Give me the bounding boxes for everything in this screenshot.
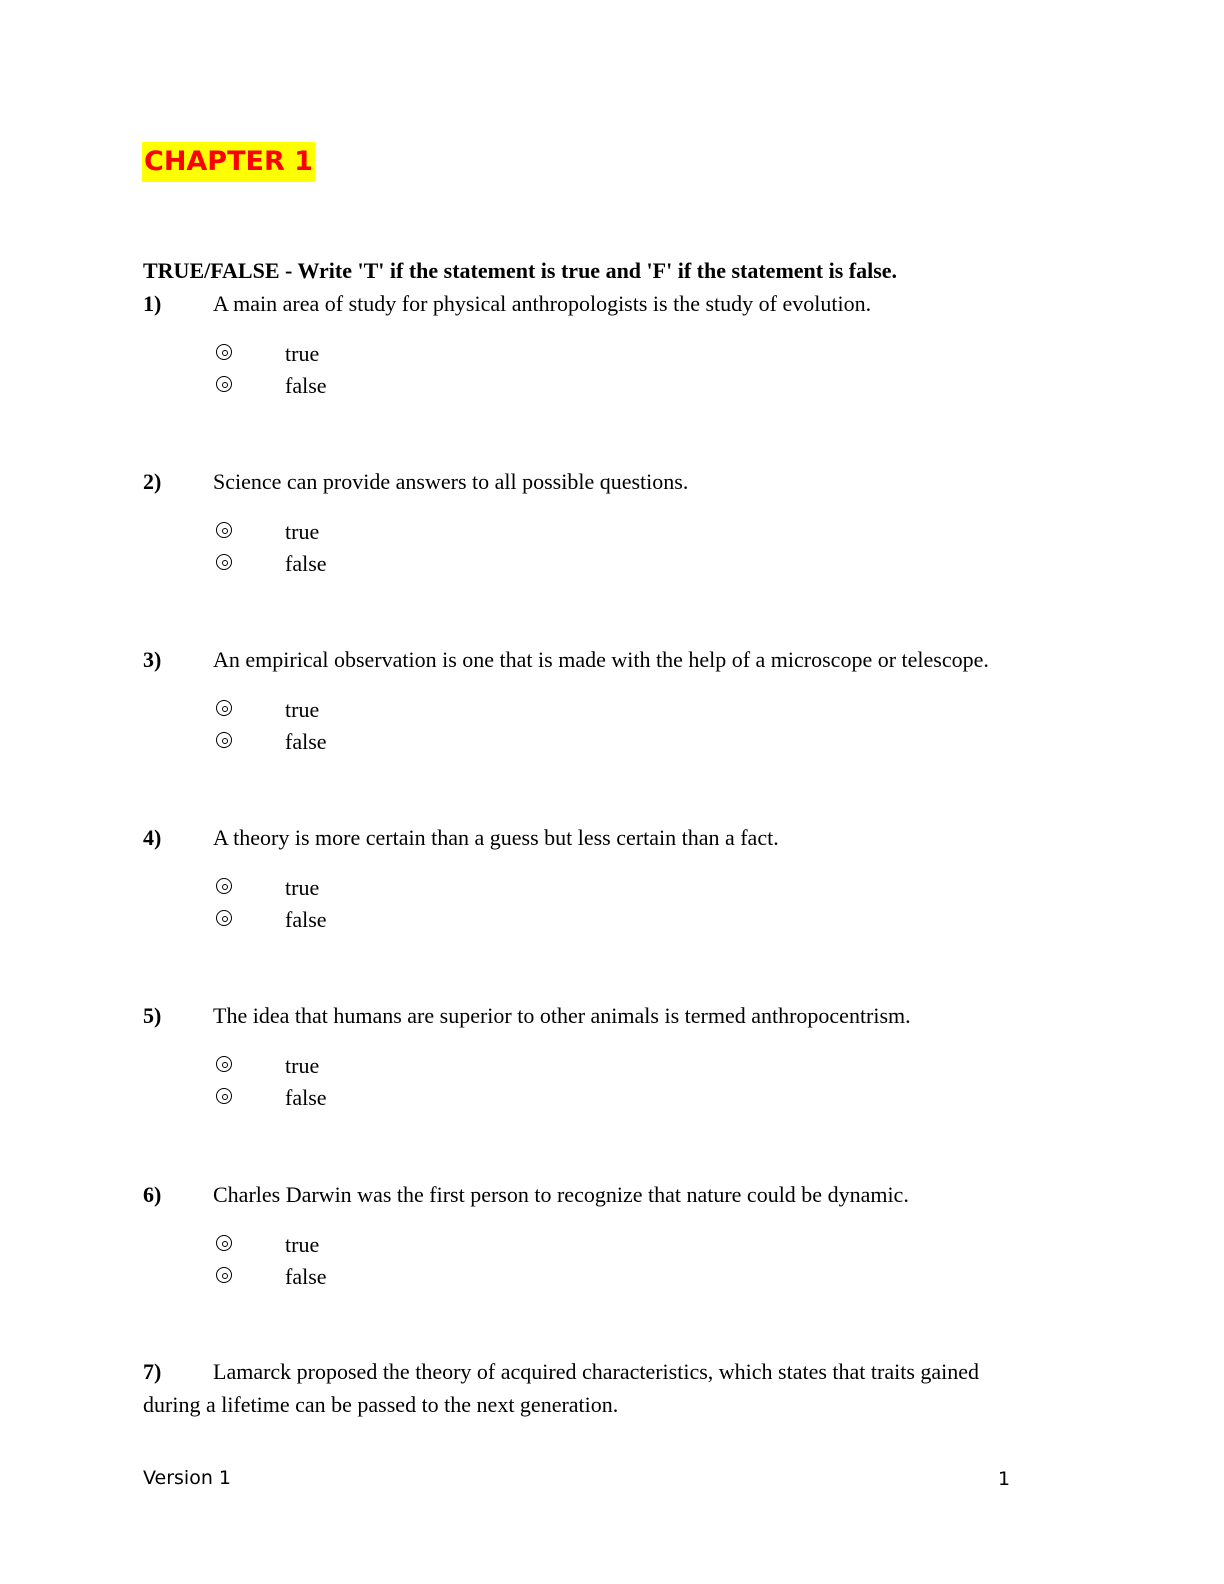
radio-button-icon[interactable] bbox=[216, 700, 232, 716]
option-label: true bbox=[285, 519, 320, 544]
question-number: 2) bbox=[143, 469, 162, 494]
answer-options bbox=[143, 695, 1073, 759]
question-number: 4) bbox=[143, 825, 162, 850]
question-number: 6) bbox=[143, 1182, 162, 1207]
question-text: A theory is more certain than a guess but less certain than a fact. bbox=[213, 825, 779, 850]
option-true[interactable] bbox=[143, 517, 1073, 549]
question-1 bbox=[143, 287, 1073, 403]
question-text-line-1: Lamarck proposed the theory of acquired characteristics, which states that traits gained bbox=[213, 1359, 980, 1384]
radio-button-icon[interactable] bbox=[216, 376, 232, 392]
question-number: 1) bbox=[143, 291, 162, 316]
answer-options bbox=[143, 873, 1073, 937]
answer-options bbox=[143, 1230, 1073, 1294]
option-false[interactable] bbox=[143, 727, 1073, 759]
radio-button-icon[interactable] bbox=[216, 522, 232, 538]
answer-options bbox=[143, 339, 1073, 403]
option-label: false bbox=[285, 373, 327, 398]
radio-button-icon[interactable] bbox=[216, 1056, 232, 1072]
radio-button-icon[interactable] bbox=[216, 344, 232, 360]
option-false[interactable] bbox=[143, 549, 1073, 581]
option-false[interactable] bbox=[143, 1262, 1073, 1294]
radio-button-icon[interactable] bbox=[216, 1088, 232, 1104]
question-4 bbox=[143, 821, 1073, 937]
option-label: true bbox=[285, 1232, 320, 1257]
question-text: A main area of study for physical anthropologists is the study of evolution. bbox=[213, 291, 872, 316]
question-5 bbox=[143, 999, 1073, 1115]
option-label: true bbox=[285, 341, 320, 366]
option-label: false bbox=[285, 1085, 327, 1110]
radio-button-icon[interactable] bbox=[216, 554, 232, 570]
radio-button-icon[interactable] bbox=[216, 910, 232, 926]
question-text: The idea that humans are superior to other animals is termed anthropocentrism. bbox=[213, 1003, 911, 1028]
question-text: Charles Darwin was the first person to recognize that nature could be dynamic. bbox=[213, 1182, 909, 1207]
question-text: Science can provide answers to all possible questions. bbox=[213, 469, 689, 494]
option-false[interactable] bbox=[143, 1083, 1073, 1115]
answer-options bbox=[143, 517, 1073, 581]
option-true[interactable] bbox=[143, 339, 1073, 371]
question-6 bbox=[143, 1178, 1073, 1294]
radio-button-icon[interactable] bbox=[216, 1267, 232, 1283]
radio-button-icon[interactable] bbox=[216, 878, 232, 894]
question-number: 3) bbox=[143, 647, 162, 672]
answer-options bbox=[143, 1051, 1073, 1115]
question-7 bbox=[143, 1355, 1073, 1421]
option-false[interactable] bbox=[143, 371, 1073, 403]
option-label: false bbox=[285, 907, 327, 932]
option-true[interactable] bbox=[143, 1230, 1073, 1262]
radio-button-icon[interactable] bbox=[216, 732, 232, 748]
question-3 bbox=[143, 643, 1073, 759]
option-label: true bbox=[285, 697, 320, 722]
question-number: 5) bbox=[143, 1003, 162, 1028]
option-label: false bbox=[285, 551, 327, 576]
option-label: true bbox=[285, 875, 320, 900]
option-true[interactable] bbox=[143, 1051, 1073, 1083]
section-instructions: TRUE/FALSE - Write 'T' if the statement is true and 'F' if the statement is false. bbox=[143, 258, 898, 283]
question-text-line-2: during a lifetime can be passed to the next generation. bbox=[143, 1392, 619, 1417]
option-label: false bbox=[285, 1264, 327, 1289]
option-false[interactable] bbox=[143, 905, 1073, 937]
question-text: An empirical observation is one that is made with the help of a microscope or telescope. bbox=[213, 647, 989, 672]
option-true[interactable] bbox=[143, 873, 1073, 905]
option-label: false bbox=[285, 729, 327, 754]
radio-button-icon[interactable] bbox=[216, 1235, 232, 1251]
footer-version: Version 1 bbox=[143, 1467, 231, 1489]
footer-page-number: 1 bbox=[998, 1468, 1011, 1490]
question-2 bbox=[143, 465, 1073, 581]
chapter-heading: CHAPTER 1 bbox=[142, 142, 315, 182]
option-true[interactable] bbox=[143, 695, 1073, 727]
option-label: true bbox=[285, 1053, 320, 1078]
question-number: 7) bbox=[143, 1359, 162, 1384]
